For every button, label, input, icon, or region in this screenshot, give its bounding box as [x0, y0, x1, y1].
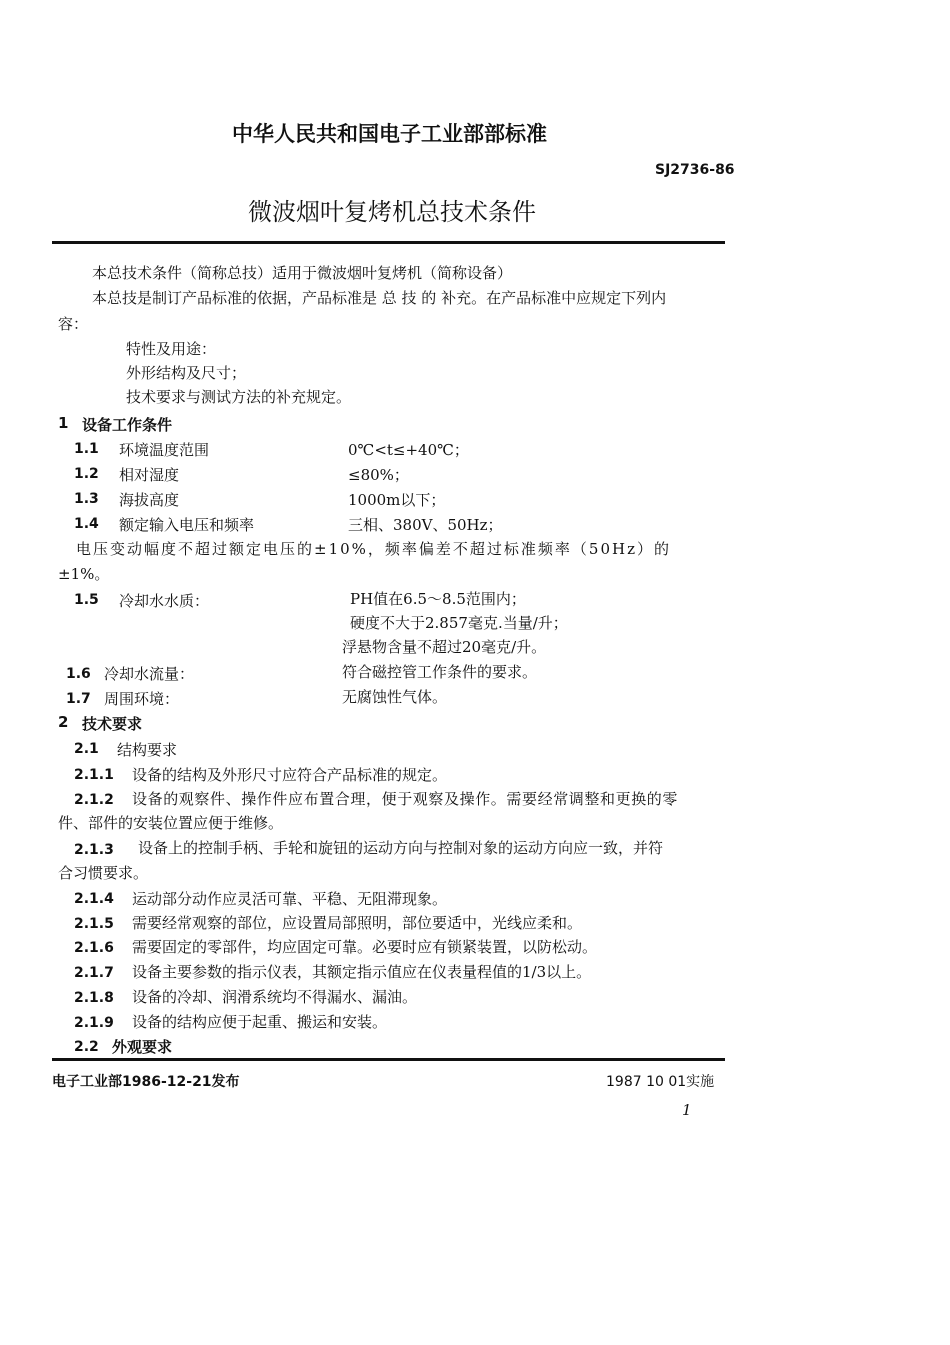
voltage-note: 电压变动幅度不超过额定电压的±10%，频率偏差不超过标准频率（50Hz）的: [76, 540, 671, 558]
requirement-text: 设备的冷却、润滑系统均不得漏水、漏油。: [132, 988, 418, 1006]
condition-value: 1000m以下；: [348, 491, 446, 509]
voltage-note-cont: ±1%。: [58, 565, 110, 583]
requirement-text-cont: 合习惯要求。: [58, 864, 149, 882]
item-number: 2.1.2: [74, 792, 114, 808]
header-rule: [52, 241, 725, 244]
effective-date: 1987 10 01实施: [606, 1074, 715, 1090]
requirement-text: 设备的结构及外形尺寸应符合产品标准的规定。: [132, 766, 448, 784]
requirement-text: 需要固定的零部件，均应固定可靠。必要时应有锁紧装置，以防松动。: [132, 938, 598, 956]
item-number: 2.1.9: [74, 1015, 114, 1031]
water-quality-value: PH值在6.5～8.5范围内；: [350, 590, 526, 608]
subsection-heading: 结构要求: [117, 741, 178, 759]
section-2-heading: 技术要求: [82, 715, 143, 733]
item-number: 2.1.7: [74, 965, 114, 981]
condition-value: 三相、380V、50Hz；: [348, 516, 503, 534]
standard-code: SJ2736-86: [655, 162, 735, 178]
issue-date: 电子工业部1986-12-21发布: [52, 1074, 240, 1090]
item-number: 2.1.5: [74, 916, 114, 932]
requirement-text-cont: 件、部件的安装位置应便于维修。: [58, 814, 284, 832]
water-quality-value: 浮悬物含量不超过20毫克/升。: [342, 638, 547, 656]
intro-item: 特性及用途：: [126, 340, 217, 358]
item-number: 1.3: [74, 491, 99, 507]
condition-label: 海拔高度: [119, 491, 180, 509]
issuer-title: 中华人民共和国电子工业部部标准: [232, 122, 547, 146]
item-number: 1.2: [74, 466, 99, 482]
condition-label: 冷却水水质：: [119, 592, 210, 610]
item-number: 1.1: [74, 441, 99, 457]
item-number: 2.1: [74, 741, 99, 757]
condition-label: 环境温度范围: [119, 441, 210, 459]
intro-item: 技术要求与测试方法的补充规定。: [126, 388, 352, 406]
item-number: 1.6: [66, 666, 91, 682]
condition-value: 无腐蚀性气体。: [342, 688, 448, 706]
condition-label: 周围环境：: [104, 690, 180, 708]
page-number: 1: [682, 1101, 692, 1119]
intro-line-2: 本总技是制订产品标准的依据，产品标准是 总 技 的 补充。在产品标准中应规定下列内: [92, 289, 667, 307]
condition-label: 相对湿度: [119, 466, 180, 484]
item-number: 2.1.1: [74, 767, 114, 783]
requirement-text: 设备主要参数的指示仪表，其额定指示值应在仪表量程值的1/3以上。: [132, 963, 592, 981]
item-number: 1.5: [74, 592, 99, 608]
section-1-heading: 设备工作条件: [82, 416, 173, 434]
condition-value: 0℃<t≤+40℃；: [348, 441, 469, 459]
requirement-text: 设备的结构应便于起重、搬运和安装。: [132, 1013, 388, 1031]
condition-label: 冷却水流量：: [104, 665, 195, 683]
footer-rule: [52, 1058, 725, 1061]
item-number: 2.1.8: [74, 990, 114, 1006]
item-number: 2.1.6: [74, 940, 114, 956]
requirement-text: 设备的观察件、操作件应布置合理，便于观察及操作。需要经常调整和更换的零: [132, 790, 679, 808]
intro-item: 外形结构及尺寸；: [126, 364, 247, 382]
intro-line-1: 本总技术条件（简称总技）适用于微波烟叶复烤机（简称设备）: [92, 264, 513, 282]
intro-line-2-cont: 容：: [58, 315, 89, 333]
item-number: 1.4: [74, 516, 99, 532]
item-number: 2.1.4: [74, 891, 114, 907]
requirement-text: 需要经常观察的部位，应设置局部照明，部位要适中，光线应柔和。: [132, 914, 583, 932]
condition-value: ≤80%；: [348, 466, 409, 484]
requirement-text: 设备上的控制手柄、手轮和旋钮的运动方向与控制对象的运动方向应一致，并符: [138, 839, 664, 857]
condition-label: 额定输入电压和频率: [119, 516, 255, 534]
item-number: 2.2: [74, 1039, 99, 1055]
condition-value: 符合磁控管工作条件的要求。: [342, 663, 538, 681]
water-quality-value: 硬度不大于2.857毫克.当量/升；: [350, 614, 568, 632]
section-2-number: 2: [58, 713, 69, 731]
document-title: 微波烟叶复烤机总技术条件: [248, 198, 536, 226]
subsection-heading: 外观要求: [112, 1038, 173, 1056]
item-number: 2.1.3: [74, 842, 114, 858]
requirement-text: 运动部分动作应灵活可靠、平稳、无阻滞现象。: [132, 890, 448, 908]
section-1-number: 1: [58, 414, 69, 432]
item-number: 1.7: [66, 691, 91, 707]
